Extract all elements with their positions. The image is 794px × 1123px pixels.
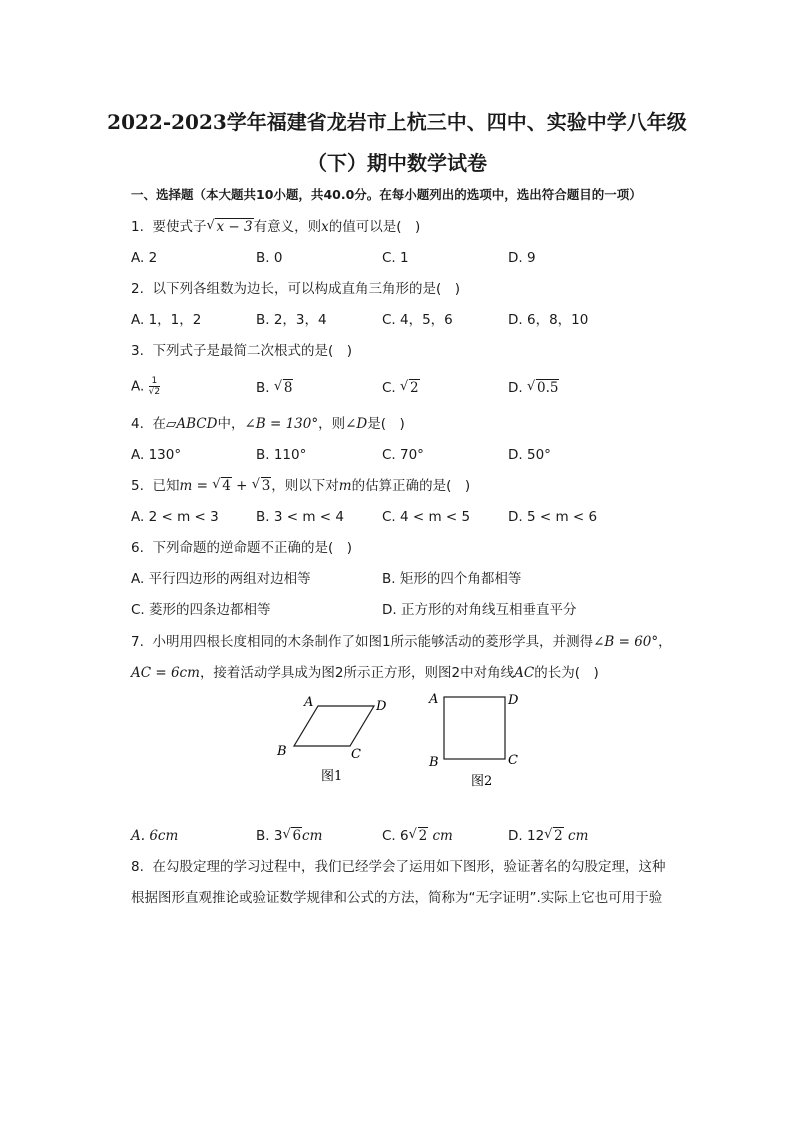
q4-option-a: A. 130°	[131, 447, 182, 463]
q6-option-b: B. 矩形的四个角都相等	[382, 571, 522, 587]
question-1: 1. 要使式子√ x − 3有意义，则x的值可以是( )	[131, 217, 420, 237]
fig1-label-b: B	[277, 744, 287, 759]
fig2-label-d: D	[508, 693, 519, 708]
q3-option-d: D. √ 0.5	[508, 378, 559, 398]
fig2-label-a: A	[429, 692, 439, 707]
q2-option-d: D. 6，8，10	[508, 312, 589, 328]
radical-expression: √ x − 3	[206, 217, 253, 237]
square-shape	[444, 697, 505, 759]
q5-option-c: C. 4 < m < 5	[382, 509, 471, 525]
q6-option-a: A. 平行四边形的两组对边相等	[131, 571, 311, 587]
figure-1-rhombus	[270, 690, 400, 790]
q4-option-b: B. 110°	[256, 447, 307, 463]
fig1-caption: 图1	[321, 769, 343, 784]
q2-option-a: A. 1，1，2	[131, 312, 202, 328]
section-heading: 一、选择题（本大题共10小题，共40.0分。在每小题列出的选项中，选出符合题目的一项）	[131, 187, 642, 202]
q1-option-b: B. 0	[256, 250, 283, 266]
q7-option-a: A. 6cm	[131, 828, 179, 844]
q3-option-c: C. √ 2	[382, 378, 420, 398]
q7-option-b: B. 3√ 6cm	[256, 826, 322, 846]
fig1-label-c: C	[351, 747, 361, 762]
q5-option-a: A. 2 < m < 3	[131, 509, 219, 525]
fig1-label-d: D	[376, 699, 387, 714]
q3-option-a: A. $\frac{1}{√2}$	[131, 376, 161, 397]
q6-option-d: D. 正方形的对角线互相垂直平分	[382, 602, 577, 618]
question-2: 2. 以下列各组数为边长，可以构成直角三角形的是( )	[131, 281, 461, 297]
q1-option-a: A. 2	[131, 250, 158, 266]
fig2-label-c: C	[508, 753, 518, 768]
q7-option-d: D. 12√ 2 cm	[508, 826, 588, 846]
q4-option-d: D. 50°	[508, 447, 551, 463]
q4-option-c: C. 70°	[382, 447, 424, 463]
q5-option-d: D. 5 < m < 6	[508, 509, 598, 525]
fig2-caption: 图2	[471, 774, 493, 789]
question-6: 6. 下列命题的逆命题不正确的是( )	[131, 540, 353, 556]
question-4: 4. 在▱ABCD中，∠B = 130°，则∠D是( )	[131, 416, 405, 432]
fig2-label-b: B	[429, 755, 439, 770]
q6-option-c: C. 菱形的四条边都相等	[131, 602, 271, 618]
question-8: 8. 在勾股定理的学习过程中，我们已经学会了运用如下图形，验证著名的勾股定理，这种	[131, 859, 666, 875]
q2-option-b: B. 2，3，4	[256, 312, 327, 328]
exam-title-line1: 2022-2023学年福建省龙岩市上杭三中、四中、实验中学八年级	[107, 110, 687, 134]
q7-option-c: C. 6√ 2 cm	[382, 826, 453, 846]
q3-option-b: B. √ 8	[256, 378, 293, 398]
question-7-line2: AC = 6cm，接着活动学具成为图2所示正方形，则图2中对角线AC的长为( )	[131, 665, 599, 681]
exam-title-line2: （下）期中数学试卷	[307, 151, 487, 175]
question-8-line2: 根据图形直观推论或验证数学规律和公式的方法，简称为“无字证明”.实际上它也可用于验	[131, 890, 663, 906]
figure-2-square	[425, 688, 525, 793]
fig1-label-a: A	[304, 695, 314, 710]
q1-option-d: D. 9	[508, 250, 536, 266]
rhombus-shape	[294, 706, 374, 746]
q5-option-b: B. 3 < m < 4	[256, 509, 344, 525]
q2-option-c: C. 4，5，6	[382, 312, 453, 328]
question-5: 5. 已知m = √ 4 + √ 3，则以下对m的估算正确的是( )	[131, 476, 470, 496]
q1-option-c: C. 1	[382, 250, 409, 266]
question-3: 3. 下列式子是最简二次根式的是( )	[131, 343, 353, 359]
question-7: 7. 小明用四根长度相同的木条制作了如图1所示能够活动的菱形学具，并测得∠B = 60°，	[131, 634, 672, 650]
